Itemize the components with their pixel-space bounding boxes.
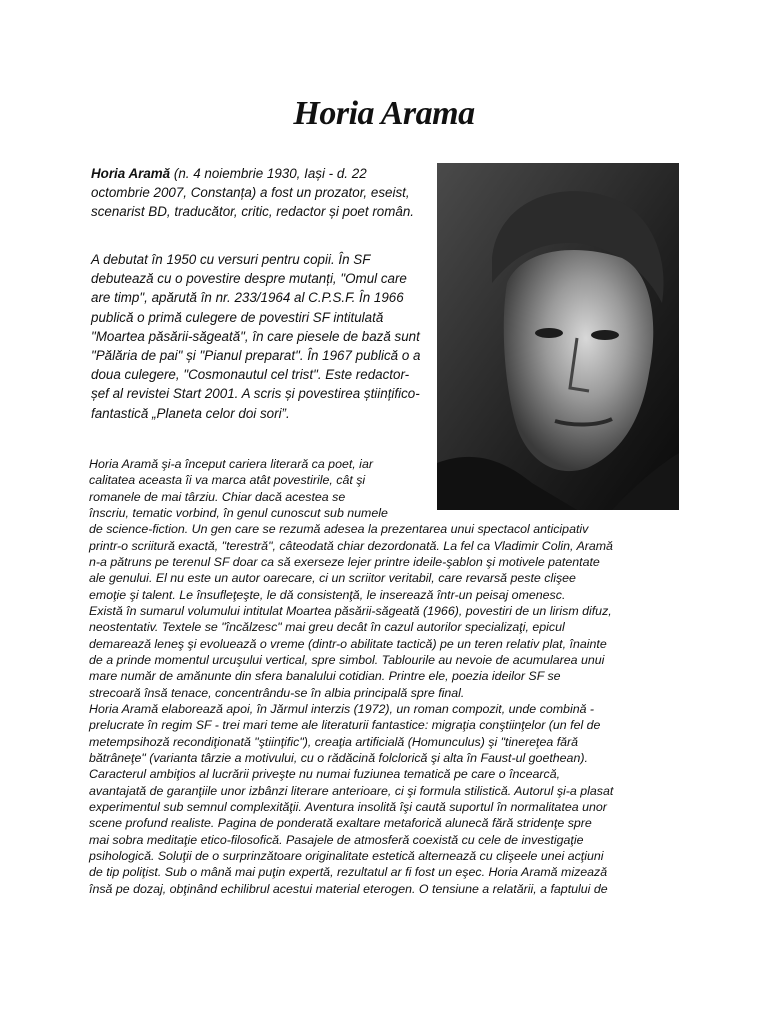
body-line: strecoară însă tenace, concentrându-se în albia principală spre final. xyxy=(89,686,465,700)
body-line: înscriu, tematic vorbind, în genul cunoscut sub numele xyxy=(89,506,388,520)
body-line: Horia Aramă şi-a început cariera literară ca poet, iar xyxy=(89,457,373,471)
body-line: însă pe dozaj, obţinând echilibrul acestui material eterogen. O tensiune a relatării, a faptului de xyxy=(89,882,608,896)
body-line: calitatea aceasta îi va marca atât povestirile, cât şi xyxy=(89,473,366,487)
author-name: Horia Aramă xyxy=(91,166,171,181)
body-line: bătrâneţe" (varianta târzie a motivului, cu o rădăcină folclorică şi alta în Faust-ul goethean). xyxy=(89,751,588,765)
author-portrait xyxy=(437,163,679,510)
body-line: metempsihoză recondiţionată "ştiinţific"), creaţia artificială (Homunculus) şi "tinereţea fără xyxy=(89,735,579,749)
body-line: mare număr de amănunte din sfera banalului cotidian. Printre ele, poezia ideilor SF se xyxy=(89,669,561,683)
body-line: romanele de mai târziu. Chiar dacă acestea se xyxy=(89,490,346,504)
body-line: experimentul sub semnul complexităţii. Aventura insolită îşi caută suportul în normalitatea unor xyxy=(89,800,607,814)
body-line: scene profund realiste. Pagina de ponderată exaltare metaforică alunecă fără stridenţe spre xyxy=(89,816,592,830)
body-line: Horia Aramă elaborează apoi, în Jărmul interzis (1972), un roman compozit, unde combină - xyxy=(89,702,595,716)
body-line: demarează leneş şi evoluează o vreme (dintr-o abilitate tactică) pe un teren relativ plat, înainte xyxy=(89,637,607,651)
body-line: de science-fiction. Un gen care se rezumă adesea la prezentarea unui spectacol anticipativ xyxy=(89,522,589,536)
page-title: Horia Arama xyxy=(293,95,475,132)
body-line: printr-o scriitură exactă, "terestră", câteodată chiar dezordonată. La fel ca Vladimir Colin, Aramă xyxy=(89,539,613,553)
body-line: neostentativ. Textele se "încălzesc" mai greu decât în cazul autorilor specializaţi, epicul xyxy=(89,620,565,634)
body-line: de tip poliţist. Sub o mână mai puţin expertă, rezultatul ar fi fost un eşec. Horia Aramă mizează xyxy=(89,865,608,879)
intro-paragraph xyxy=(91,164,426,222)
body-line: Caracterul ambiţios al lucrării priveşte nu numai fuziunea tematică pe care o încearcă, xyxy=(89,767,561,781)
intro-details: (n. 4 noiembrie 1930, Iași - d. 22 octombrie 2007, Constanța) a fost un prozator, eseist, scenarist BD, traducător, critic, redactor și poet român. xyxy=(91,166,414,220)
body-line: de a prinde momentul urcuşului vertical, spre simbol. Tablourile au nevoie de acumularea unui xyxy=(89,653,605,667)
body-line: Există în sumarul volumului intitulat Moartea păsării-săgeată (1966), povestiri de un lirism difuz, xyxy=(89,604,612,618)
body-line: mai sobra meditaţie etico-filosofică. Pasajele de atmosferă coexistă cu cele de investigaţie xyxy=(89,833,584,847)
body-line: emoţie şi talent. Le însufleţeşte, le dă consistenţă, le inserează într-un peisaj omenesc. xyxy=(89,588,566,602)
body-line: avantajată de garanţiile unor izbânzi literare anterioare, ci şi formula stilistică. Autorul şi-a plasat xyxy=(89,784,614,798)
body-line: psihologică. Soluţii de o surprinzătoare originalitate estetică alternează cu clişeele unei acţiuni xyxy=(89,849,604,863)
body-line: ale genului. El nu este un autor oarecare, ci un scriitor veritabil, care revarsă peste clişee xyxy=(89,571,576,585)
debut-paragraph: A debutat în 1950 cu versuri pentru copii. În SF debutează cu o povestire despre mutanți, "Omul care are timp", apărută în nr. 233/1964 al C.P.S.F. În 1966 publică o primă culegere de povestiri SF intitulată "Moartea păsării-săgeată", în care piesele de bază sunt "Pălăria de pai" și "Pianul preparat". În 1967 publică o a doua culegere, "Cosmonautul cel trist". Este redactor-șef al revistei Start 2001. A scris și povestirea științifico-fantastică „Planeta celor doi sori”. xyxy=(91,252,421,421)
body-line: n-a pătruns pe terenul SF doar ca să exerseze lejer printre ideile-şablon şi motivele patentate xyxy=(89,555,600,569)
body-line: prelucrate în regim SF - trei mari teme ale literaturii fantastice: migraţia conştiinţelor (un fel de xyxy=(89,718,601,732)
portrait-illustration xyxy=(437,163,679,510)
